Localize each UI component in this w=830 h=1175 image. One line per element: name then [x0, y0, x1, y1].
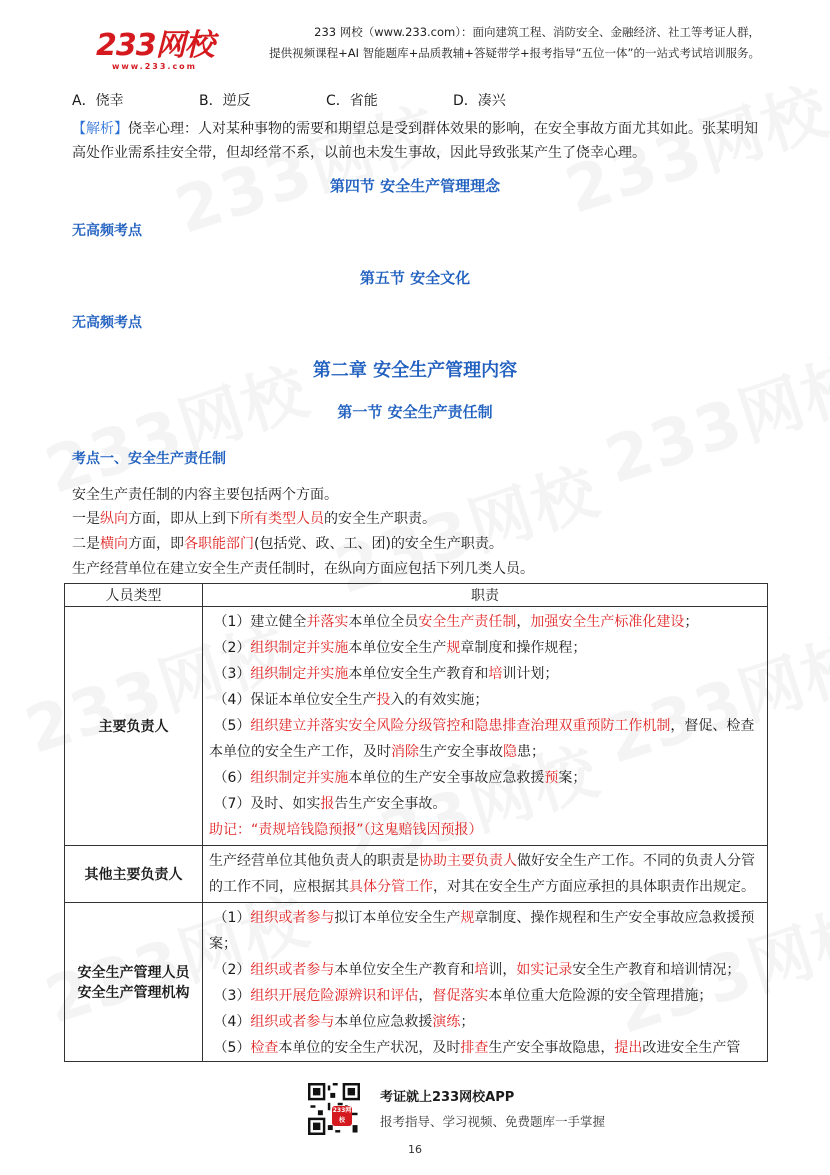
intro-p2: 一是纵向方面，即从上到下所有类型人员的安全生产职责。	[72, 511, 436, 527]
option-b: B．逆反	[199, 93, 251, 109]
analysis-tag: 【解析】	[72, 121, 128, 137]
row-duty: 生产经营单位其他负责人的职责是协助主要负责人做好安全生产工作。不同的负责人分管的工作不同，应根据其具体分管工作，对其在安全生产方面应承担的具体职责作出规定。	[203, 846, 768, 903]
app-icon: 233网校	[332, 1107, 352, 1124]
row-type: 其他主要负责人	[65, 846, 203, 903]
page-number: 16	[408, 1143, 422, 1156]
table-row	[65, 607, 768, 846]
table-row	[65, 903, 768, 1062]
row-type: 安全生产管理人员 安全生产管理机构	[65, 903, 203, 1062]
section-5-note: 无高频考点	[72, 315, 142, 331]
section-4-title: 第四节 安全生产管理理念	[329, 177, 501, 195]
intro-p3: 二是横向方面，即各职能部门(包括党、政、工、团)的安全生产职责。	[72, 536, 503, 552]
duty-table	[64, 583, 768, 1062]
analysis-paragraph	[72, 117, 762, 165]
table-row	[65, 846, 768, 903]
header-line-2: 提供视频课程+AI 智能题库+品质教辅+答疑带学+报考指导“五位一体”的一站式考试培训服务。	[269, 46, 760, 60]
header-description	[269, 22, 760, 64]
header-line-1: 233 网校（www.233.com）：面向建筑工程、消防安全、金融经济、社工等考证人群，	[314, 25, 760, 39]
brand-logo	[96, 30, 226, 74]
section-5-title: 第五节 安全文化	[359, 269, 471, 287]
header-type: 人员类型	[65, 584, 203, 607]
logo-text: 233网校	[96, 28, 214, 63]
kaodian-title: 考点一、安全生产责任制	[72, 451, 226, 467]
page-header	[0, 0, 830, 80]
memo: 助记：“责规培钱隐预报”（这鬼赔钱因预报）	[209, 822, 483, 838]
option-d: D．凑兴	[453, 93, 506, 109]
intro-p1: 安全生产责任制的内容主要包括两个方面。	[72, 487, 338, 503]
intro-p4: 生产经营单位在建立安全生产责任制时，在纵向方面应包括下列几类人员。	[72, 561, 534, 577]
footer-subtitle: 报考指导、学习视频、免费题库一手掌握	[380, 1114, 606, 1129]
option-c: C．省能	[326, 93, 378, 109]
row-duty: （1）组织或者参与拟订本单位安全生产规章制度、操作规程和生产安全事故应急救援预案； （2）组织或者参与本单位安全生产教育和培训，如实记录安全生产教育和培训情况； （3）组织开展危险源辨识和评估，督促落实本单位重大危险源的安全管理措施； （4）组织或者参与本单位应急救援演练； （5）检查本单位的安全生产状况，及时排查生产安全事故隐患，提出改进安全生产管	[203, 903, 768, 1062]
analysis-text: 侥幸心理：人对某种事物的需要和期望总是受到群体效果的影响，在安全事故方面尤其如此。张某明知高处作业需系挂安全带，但却经常不系，以前也未发生事故，因此导致张某产生了侥幸心理。	[72, 121, 758, 161]
row-type: 主要负责人	[65, 607, 203, 846]
header-duty: 职责	[203, 584, 768, 607]
logo-url: www.233.com	[112, 62, 198, 71]
page-footer	[0, 1080, 830, 1175]
table-header-row	[65, 584, 768, 607]
section-1-title: 第一节 安全生产责任制	[337, 403, 493, 421]
chapter-2-title: 第二章 安全生产管理内容	[312, 360, 518, 381]
section-4-note: 无高频考点	[72, 223, 142, 239]
option-a: A．侥幸	[72, 93, 124, 109]
row-duty: （1）建立健全并落实本单位全员安全生产责任制，加强安全生产标准化建设； （2）组织制定并实施本单位安全生产规章制度和操作规程； （3）组织制定并实施本单位安全生产教育和培训计划； （4）保证本单位安全生产投入的有效实施； （5）组织建立并落实安全风险分级管控和隐患排查治理双重预防工作机制，督促、检查本单位的安全生产工作，及时消除生产安全事故隐患； （6）组织制定并实施本单位的生产安全事故应急救援预案； （7）及时、如实报告生产安全事故。 助记：“责规培钱隐预报”（这鬼赔钱因预报）	[203, 607, 768, 846]
footer-title: 考证就上233网校APP	[380, 1090, 515, 1105]
